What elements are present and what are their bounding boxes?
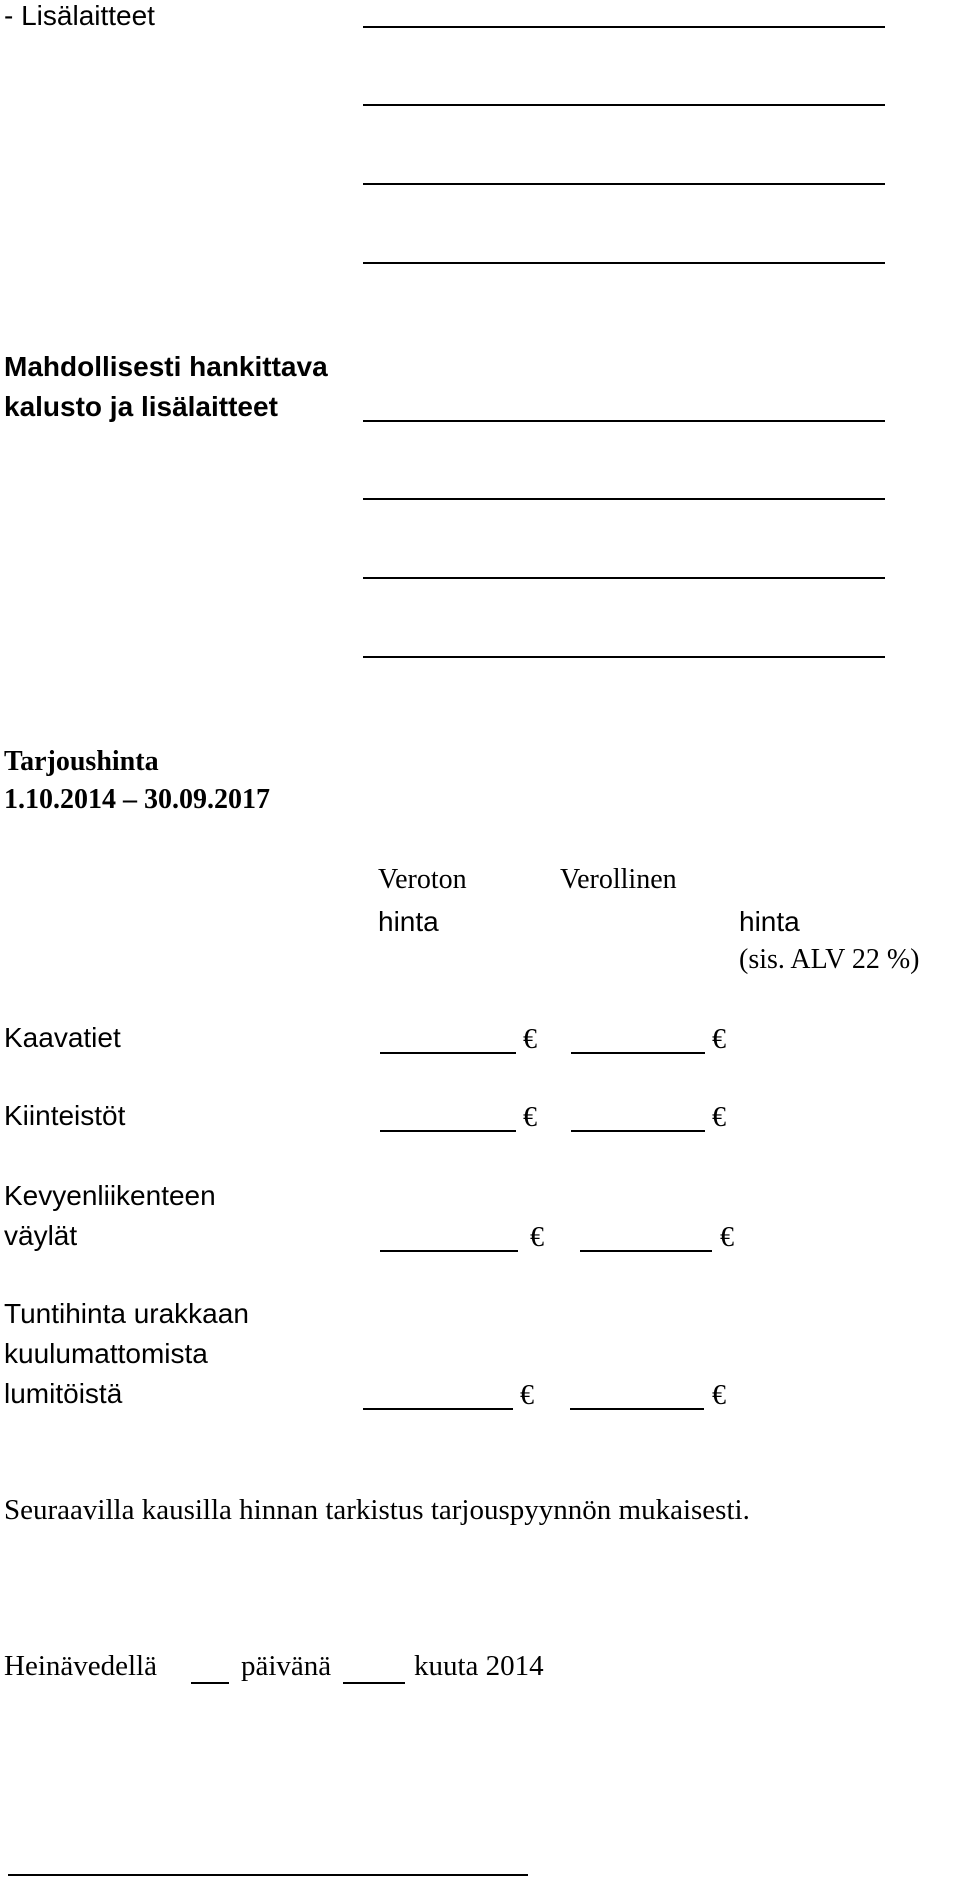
signature-day-label: päivänä	[241, 1650, 332, 1682]
tuntihinta-verollinen-blank[interactable]	[570, 1408, 704, 1410]
kalusto-blank-4[interactable]	[363, 656, 885, 658]
row-label-kevyenliikenteen-line1: Kevyenliikenteen	[4, 1180, 216, 1211]
row-label-tuntihinta-line2: kuulumattomista	[4, 1338, 208, 1369]
tuntihinta-verollinen-euro: €	[712, 1380, 726, 1411]
kalusto-blank-1[interactable]	[363, 420, 885, 422]
tarjoushinta-period: 1.10.2014 – 30.09.2017	[4, 784, 270, 815]
kalusto-heading-line1: Mahdollisesti hankittava	[4, 351, 328, 382]
kalusto-blank-2[interactable]	[363, 498, 885, 500]
tuntihinta-veroton-euro: €	[520, 1380, 534, 1411]
col-veroton-header-line1: Veroton	[378, 864, 467, 895]
kiinteistot-verollinen-blank[interactable]	[571, 1130, 705, 1132]
tarjoushinta-title: Tarjoushinta	[4, 746, 159, 777]
kevyenliikenteen-veroton-euro: €	[530, 1222, 544, 1253]
lisalaitteet-blank-2[interactable]	[363, 104, 885, 106]
row-label-kiinteistot: Kiinteistöt	[4, 1100, 126, 1131]
kaavatiet-verollinen-blank[interactable]	[571, 1052, 705, 1054]
kiinteistot-veroton-euro: €	[523, 1102, 537, 1133]
kiinteistot-veroton-blank[interactable]	[380, 1130, 516, 1132]
kaavatiet-verollinen-euro: €	[712, 1024, 726, 1055]
signature-month-blank[interactable]	[343, 1682, 405, 1684]
kevyenliikenteen-verollinen-euro: €	[720, 1222, 734, 1253]
kevyenliikenteen-verollinen-blank[interactable]	[580, 1250, 712, 1252]
row-label-kevyenliikenteen-line2: väylät	[4, 1220, 78, 1251]
signature-line[interactable]	[8, 1874, 528, 1876]
price-revision-note: Seuraavilla kausilla hinnan tarkistus tarjouspyynnön mukaisesti.	[4, 1494, 750, 1526]
kaavatiet-veroton-blank[interactable]	[380, 1052, 516, 1054]
signature-month-label: kuuta 2014	[414, 1650, 544, 1682]
signature-day-blank[interactable]	[191, 1682, 229, 1684]
lisalaitteet-blank-3[interactable]	[363, 183, 885, 185]
lisalaitteet-heading: - Lisälaitteet	[4, 0, 155, 31]
col-verollinen-header-line3: (sis. ALV 22 %)	[739, 944, 920, 975]
signature-place: Heinävedellä	[4, 1650, 157, 1682]
kevyenliikenteen-veroton-blank[interactable]	[380, 1250, 518, 1252]
row-label-tuntihinta-line1: Tuntihinta urakkaan	[4, 1298, 249, 1329]
kaavatiet-veroton-euro: €	[523, 1024, 537, 1055]
tuntihinta-veroton-blank[interactable]	[363, 1408, 513, 1410]
col-verollinen-header-line1: Verollinen	[560, 864, 677, 895]
col-veroton-header-line2: hinta	[378, 906, 439, 937]
kalusto-heading-line2: kalusto ja lisälaitteet	[4, 391, 278, 422]
lisalaitteet-blank-4[interactable]	[363, 262, 885, 264]
kalusto-blank-3[interactable]	[363, 577, 885, 579]
lisalaitteet-blank-1[interactable]	[363, 26, 885, 28]
row-label-tuntihinta-line3: lumitöistä	[4, 1378, 123, 1409]
kiinteistot-verollinen-euro: €	[712, 1102, 726, 1133]
col-verollinen-header-line2: hinta	[739, 906, 800, 937]
row-label-kaavatiet: Kaavatiet	[4, 1022, 121, 1053]
